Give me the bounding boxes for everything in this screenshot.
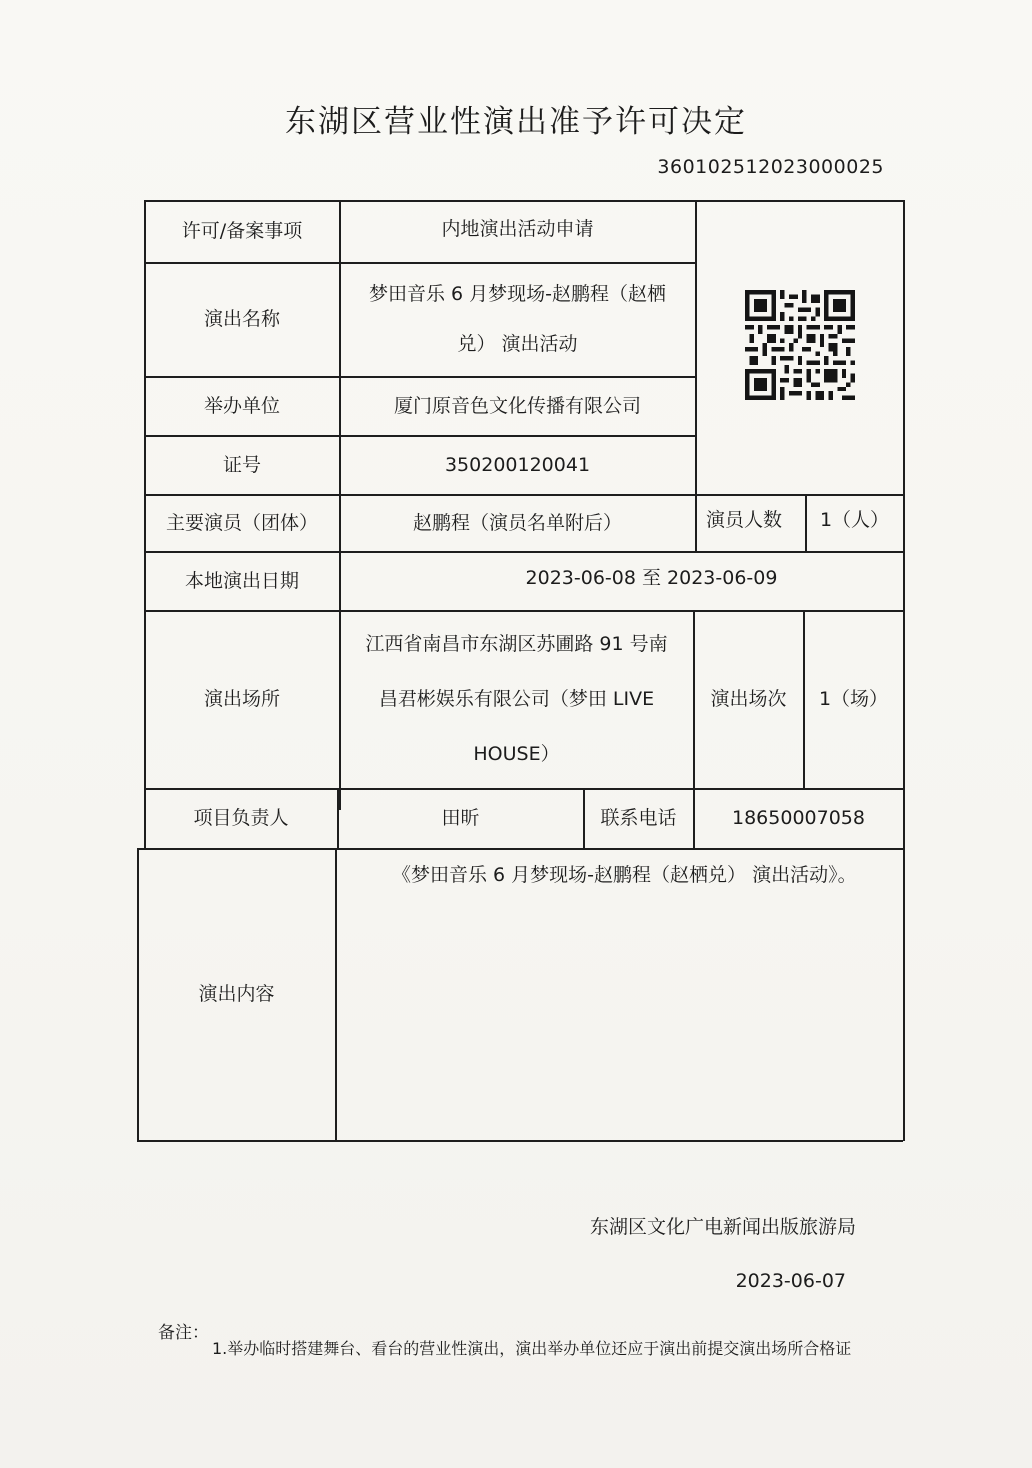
organizer-value: 厦门原音色文化传播有限公司 — [393, 394, 641, 417]
venue-label: 演出场所 — [203, 688, 280, 711]
issuing-authority: 东湖区文化广电新闻出版旅游局 — [589, 1216, 856, 1238]
phone-label: 联系电话 — [600, 807, 677, 830]
performance-date-label: 本地演出日期 — [184, 569, 299, 592]
venue-value — [340, 611, 693, 788]
show-name-line-1: 梦田音乐 6 月梦现场-赵鹏程（赵栖 — [368, 282, 667, 305]
remark-text: 1.举办临时搭建舞台、看台的营业性演出，演出举办单位还应于演出前提交演出场所合格证 — [212, 1339, 852, 1358]
document-number: 360102512023000025 — [657, 156, 884, 178]
show-name-line-2: 兑） 演出活动 — [457, 333, 578, 356]
performer-count-label: 演员人数 — [706, 509, 783, 531]
performer-label: 主要演员（团体） — [165, 511, 318, 534]
organizer-label: 举办单位 — [203, 394, 280, 417]
sessions-label: 演出场次 — [710, 688, 787, 711]
remark-label: 备注： — [158, 1323, 209, 1343]
show-name-value — [340, 263, 695, 376]
license-value: 350200120041 — [444, 453, 591, 476]
qr-code-icon — [745, 290, 855, 400]
issue-date: 2023-06-07 — [735, 1270, 846, 1292]
performer-count-value: 1（人） — [819, 509, 890, 531]
sessions-value: 1（场） — [818, 688, 889, 711]
venue-line-1: 江西省南昌市东湖区苏圃路 91 号南 — [365, 633, 668, 656]
content-label: 演出内容 — [198, 983, 275, 1006]
venue-line-3: HOUSE） — [473, 743, 560, 766]
manager-value: 田昕 — [441, 807, 480, 830]
manager-label: 项目负责人 — [193, 807, 289, 830]
performance-date-value: 2023-06-08 至 2023-06-09 — [525, 566, 778, 589]
performer-value: 赵鹏程（演员名单附后） — [412, 511, 622, 534]
show-name-label: 演出名称 — [203, 308, 280, 331]
content-value: 《梦田音乐 6 月梦现场-赵鹏程（赵栖兑） 演出活动》。 — [392, 864, 857, 886]
license-label: 证号 — [222, 453, 261, 476]
document-title: 东湖区营业性演出准予许可决定 — [285, 104, 747, 140]
venue-line-2: 昌君彬娱乐有限公司（梦田 LIVE — [378, 688, 655, 711]
permit-item-label: 许可/备案事项 — [181, 220, 303, 243]
phone-value: 18650007058 — [732, 807, 865, 830]
permit-item-value: 内地演出活动申请 — [441, 218, 594, 240]
